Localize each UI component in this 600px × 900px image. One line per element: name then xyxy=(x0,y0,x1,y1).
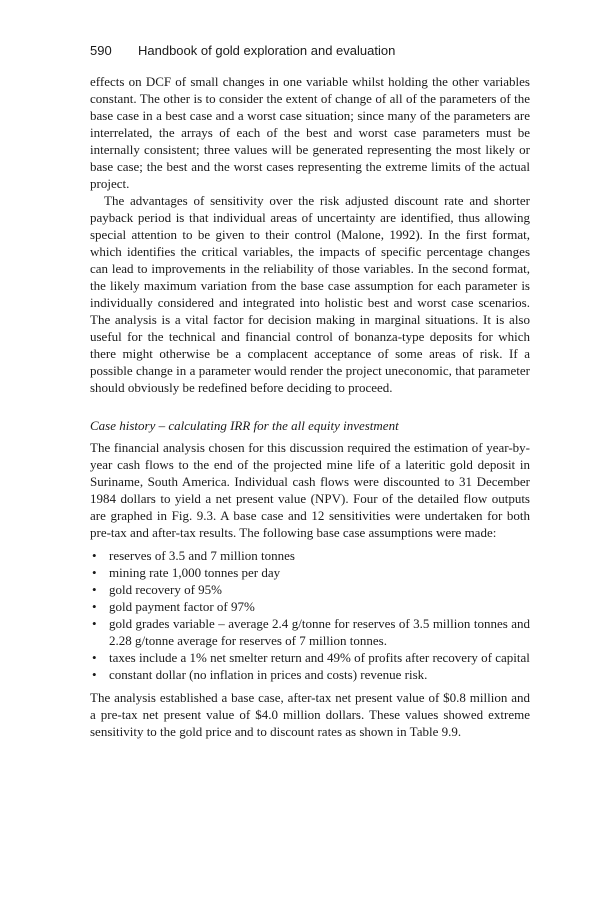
running-title: Handbook of gold exploration and evaluation xyxy=(138,43,396,58)
running-header xyxy=(90,43,530,59)
list-item-text: constant dollar (no inflation in prices and costs) revenue risk. xyxy=(109,667,428,682)
bullet-icon: • xyxy=(92,667,97,682)
list-item xyxy=(90,615,530,649)
bullet-icon: • xyxy=(92,582,97,597)
list-item-text: gold grades variable – average 2.4 g/tonne for reserves of 3.5 million tonnes and 2.28 g/tonne average for reserves of 7 million tonnes. xyxy=(109,616,530,648)
paragraph-continuation: effects on DCF of small changes in one variable whilst holding the other variables constant. The other is to consider the extent of change of all of the parameters of the base case in a best case and a worst case situation; since many of the parameters are interrelated, the arrays of each of the best and worst case parameters must be internally consistent; three values will be generated representing the most likely or base case; the best and the worst cases representing the extreme limits of the actual project. xyxy=(90,74,530,191)
list-item-text: reserves of 3.5 and 7 million tonnes xyxy=(109,548,295,563)
list-item-text: gold payment factor of 97% xyxy=(109,599,255,614)
assumptions-list xyxy=(90,547,530,683)
paragraph-case-history-intro: The financial analysis chosen for this discussion required the estimation of year-by-year cash flows to the end of the projected mine life of a lateritic gold deposit in Suriname, South America. Individual cash flows were discounted to 31 December 1984 dollars to yield a net present value (NPV). Four of the detailed flow outputs are graphed in Fig. 9.3. A base case and 12 sensitivities were undertaken for both pre-tax and after-tax results. The following base case assumptions were made: xyxy=(90,440,530,540)
body-text xyxy=(90,73,530,740)
page-number: 590 xyxy=(90,43,112,58)
list-item xyxy=(90,598,530,615)
list-item xyxy=(90,581,530,598)
list-item-text: mining rate 1,000 tonnes per day xyxy=(109,565,281,580)
bullet-icon: • xyxy=(92,616,97,631)
list-item xyxy=(90,649,530,666)
list-item xyxy=(90,564,530,581)
bullet-icon: • xyxy=(92,565,97,580)
paragraph-conclusion: The analysis established a base case, after-tax net present value of $0.8 million and a pre-tax net present value of $4.0 million dollars. These values showed extreme sensitivity to the gold price and to discount rates as shown in Table 9.9. xyxy=(90,690,530,739)
section-heading: Case history – calculating IRR for the all equity investment xyxy=(90,418,399,433)
bullet-icon: • xyxy=(92,599,97,614)
book-page xyxy=(90,0,530,900)
list-item xyxy=(90,547,530,564)
bullet-icon: • xyxy=(92,548,97,563)
list-item-text: taxes include a 1% net smelter return and 49% of profits after recovery of capital xyxy=(109,650,530,665)
paragraph-sensitivity-advantages: The advantages of sensitivity over the risk adjusted discount rate and shorter payback period is that individual areas of uncertainty are identified, thus allowing special attention to be given to their control (Malone, 1992). In the first format, which identifies the critical variables, the impacts of specific percentage changes can lead to improvements in the reliability of those variables. In the second format, the likely maximum variation from the base case assumption for each parameter is individually considered and integrated into holistic best and worst case scenarios. The analysis is a vital factor for decision making in marginal situations. It is also useful for the technical and financial control of bonanza-type deposits for which there might otherwise be a complacent acceptance of some areas of risk. If a possible change in a parameter would render the project uneconomic, that parameter should obviously be redefined before deciding to proceed. xyxy=(90,193,530,395)
bullet-icon: • xyxy=(92,650,97,665)
list-item xyxy=(90,666,530,683)
list-item-text: gold recovery of 95% xyxy=(109,582,222,597)
